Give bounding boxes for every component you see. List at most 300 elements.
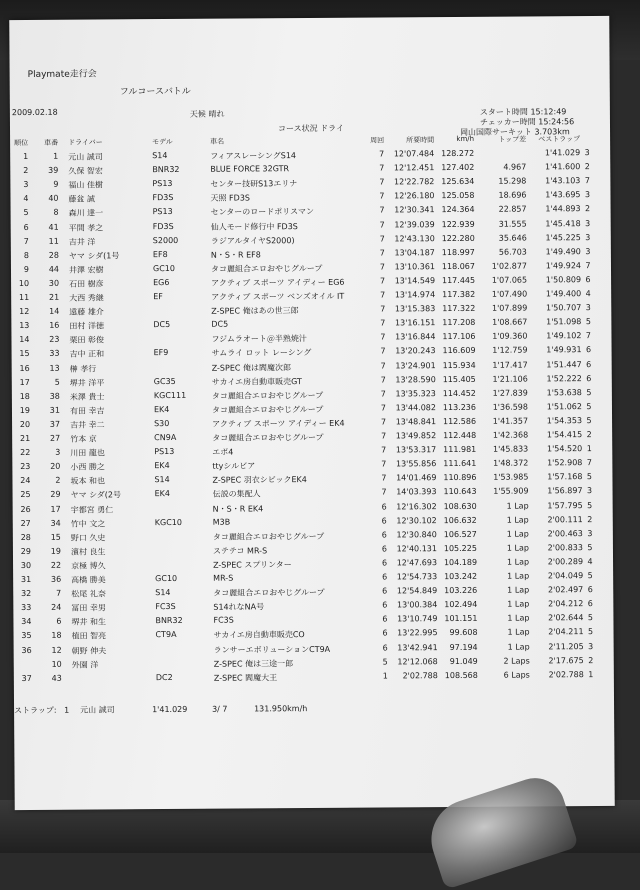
- row-pos: 28: [17, 533, 31, 542]
- row-driver: 宇都宮 勇仁: [71, 504, 114, 515]
- row-best-lap-no: 3: [583, 219, 593, 228]
- row-laps: 7: [371, 206, 385, 215]
- row-num: 31: [40, 406, 60, 415]
- row-best-lap-no: 5: [584, 402, 594, 411]
- row-kmh: 101.151: [441, 614, 477, 623]
- row-model: PS13: [154, 447, 174, 456]
- row-pos: 6: [15, 222, 29, 231]
- row-kmh: 110.643: [441, 487, 477, 496]
- row-gap: 1'08.667: [477, 318, 527, 327]
- row-driver: 元山 誠司: [68, 151, 103, 162]
- row-pos: 21: [16, 434, 30, 443]
- row-car: タコ麗組合エロおやじグループ: [212, 390, 323, 402]
- footer-pos: 1: [64, 706, 69, 716]
- circuit-name: 岡山国際サーキット 3.703km: [460, 127, 570, 138]
- row-best: 1'49.490: [529, 247, 581, 256]
- row-time: 13'48.841: [390, 417, 436, 426]
- row-car: Z-SPEC 俺は閻魔次郎: [212, 362, 291, 374]
- row-best: 1'56.897: [531, 487, 583, 496]
- row-model: EF8: [153, 250, 168, 259]
- row-car: 天照 FD3S: [210, 193, 250, 204]
- row-num: 37: [40, 420, 60, 429]
- row-best-lap-no: 3: [582, 148, 592, 157]
- row-laps: 7: [372, 431, 386, 440]
- row-driver: 冨田 幸男: [71, 603, 106, 614]
- row-kmh: 108.568: [442, 671, 478, 680]
- row-laps: 1: [374, 671, 388, 680]
- row-gap: 56.703: [477, 247, 527, 256]
- row-kmh: 106.632: [441, 515, 477, 524]
- row-gap: 1 Lap: [479, 501, 529, 510]
- row-num: 14: [39, 307, 59, 316]
- row-kmh: 117.106: [439, 332, 475, 341]
- row-time: 13'04.187: [389, 248, 435, 257]
- row-driver: 米澤 貴士: [70, 391, 105, 402]
- row-gap: 1'21.106: [478, 374, 528, 383]
- row-best-lap-no: 5: [584, 388, 594, 397]
- row-driver: 吉中 正和: [70, 349, 105, 360]
- row-driver: 植田 智亮: [72, 631, 107, 642]
- row-model: BNR32: [152, 165, 179, 174]
- row-num: 27: [40, 434, 60, 443]
- row-time: 13'00.384: [391, 600, 437, 609]
- row-num: 15: [41, 532, 61, 541]
- row-pos: 4: [14, 194, 28, 203]
- row-laps: 6: [373, 544, 387, 553]
- row-driver: 川田 龍也: [70, 448, 105, 459]
- row-car: Z-SPEC 羽衣シビックEK4: [212, 474, 306, 486]
- row-pos: 34: [17, 617, 31, 626]
- row-pos: 24: [16, 476, 30, 485]
- row-car: サカイエ房自動車販売CO: [214, 629, 305, 641]
- row-pos: 17: [16, 378, 30, 387]
- row-driver: 野口 久史: [71, 532, 106, 543]
- row-laps: 6: [373, 558, 387, 567]
- row-laps: 7: [370, 192, 384, 201]
- row-num: 43: [42, 673, 62, 682]
- row-model: DC5: [153, 320, 170, 329]
- row-kmh: 108.630: [441, 501, 477, 510]
- row-kmh: 116.609: [440, 346, 476, 355]
- row-best-lap-no: 2: [584, 430, 594, 439]
- row-car: タコ麗組合エロおやじグループ: [213, 531, 324, 543]
- row-gap: 1 Lap: [480, 628, 530, 637]
- row-time: 13'16.844: [389, 332, 435, 341]
- row-kmh: 128.272: [438, 149, 474, 158]
- row-best: 2'11.205: [532, 642, 584, 651]
- row-driver: 朝野 伸夫: [72, 645, 107, 656]
- row-num: 23: [39, 335, 59, 344]
- row-time: 12'39.039: [389, 220, 435, 229]
- row-laps: 6: [373, 530, 387, 539]
- row-best: 2'02.788: [532, 670, 584, 679]
- row-pos: 23: [16, 462, 30, 471]
- row-kmh: 114.452: [440, 389, 476, 398]
- row-time: 13'49.852: [390, 431, 436, 440]
- row-kmh: 111.641: [440, 459, 476, 468]
- row-driver: ヤマ シダ(1号: [69, 250, 120, 261]
- row-best: 1'51.447: [530, 360, 582, 369]
- row-num: 9: [38, 180, 58, 189]
- row-kmh: 112.586: [440, 417, 476, 426]
- row-model: FC3S: [155, 602, 175, 611]
- row-gap: 4.967: [476, 163, 526, 172]
- row-kmh: 127.402: [438, 163, 474, 172]
- row-best-lap-no: 6: [585, 599, 595, 608]
- row-best: 1'50.809: [529, 275, 581, 284]
- row-laps: 7: [372, 417, 386, 426]
- row-model: GC10: [153, 264, 175, 273]
- row-best-lap-no: 6: [584, 374, 594, 383]
- row-time: 12'26.180: [388, 191, 434, 200]
- row-model: KGC111: [154, 391, 186, 400]
- row-car: アクティブ スポーツ アイディー EK4: [212, 418, 345, 430]
- row-kmh: 125.058: [438, 191, 474, 200]
- col-driver: ドライバー: [68, 137, 103, 147]
- row-pos: 27: [17, 519, 31, 528]
- row-gap: 1'09.360: [477, 332, 527, 341]
- row-best: 1'51.098: [529, 317, 581, 326]
- row-laps: 6: [373, 572, 387, 581]
- row-time: 12'12.068: [392, 657, 438, 666]
- row-time: 12'22.782: [388, 177, 434, 186]
- row-kmh: 106.527: [441, 530, 477, 539]
- row-best-lap-no: 3: [585, 529, 595, 538]
- row-pos: 2: [14, 166, 28, 175]
- col-model: モデル: [152, 137, 173, 147]
- row-best-lap-no: 7: [584, 458, 594, 467]
- row-car: アクティブ スポーツ ベンズオイル IT: [211, 291, 344, 303]
- row-driver: 濱村 良生: [71, 546, 106, 557]
- col-laps: 周回: [370, 135, 384, 145]
- row-best-lap-no: 7: [582, 176, 592, 185]
- row-pos: 18: [16, 392, 30, 401]
- row-laps: 7: [371, 234, 385, 243]
- row-laps: 6: [373, 615, 387, 624]
- row-model: GC35: [154, 377, 176, 386]
- row-time: 12'12.451: [388, 163, 434, 172]
- row-best: 2'17.675: [532, 656, 584, 665]
- row-gap: 1 Lap: [479, 543, 529, 552]
- row-time: 12'30.102: [391, 516, 437, 525]
- row-time: 13'14.974: [389, 290, 435, 299]
- row-model: EF9: [154, 348, 169, 357]
- results-sheet: [9, 16, 615, 810]
- row-driver: 藤盆 誠: [68, 194, 95, 205]
- row-best-lap-no: 5: [584, 416, 594, 425]
- row-best: 2'04.211: [532, 628, 584, 637]
- row-kmh: 115.405: [440, 374, 476, 383]
- row-driver: 石田 樹彦: [69, 278, 104, 289]
- row-gap: 1 Lap: [479, 614, 529, 623]
- row-pos: 26: [17, 504, 31, 513]
- row-driver: ヤマ シダ(2号: [71, 490, 122, 501]
- col-num: 車番: [38, 138, 58, 148]
- start-time: スタート時間 15:12:49: [480, 107, 567, 118]
- row-kmh: 110.896: [440, 473, 476, 482]
- row-time: 13'20.243: [390, 347, 436, 356]
- row-best: 1'45.418: [529, 219, 581, 228]
- row-pos: 33: [17, 603, 31, 612]
- row-driver: 高橋 勝美: [71, 574, 106, 585]
- col-pos: 順位: [14, 138, 28, 148]
- row-num: 40: [38, 194, 58, 203]
- row-laps: 7: [372, 375, 386, 384]
- row-gap: 31.555: [477, 219, 527, 228]
- row-kmh: 117.445: [439, 276, 475, 285]
- row-time: 13'15.383: [389, 304, 435, 313]
- row-best: 1'49.400: [529, 289, 581, 298]
- row-best: 1'43.103: [528, 176, 580, 185]
- event-date: 2009.02.18: [12, 108, 58, 118]
- row-num: 44: [39, 265, 59, 274]
- row-best-lap-no: 3: [585, 486, 595, 495]
- row-driver: 有田 幸吉: [70, 405, 105, 416]
- row-pos: 1: [14, 152, 28, 161]
- row-best-lap-no: 6: [585, 585, 595, 594]
- row-gap: 1 Lap: [479, 529, 529, 538]
- row-time: 13'10.361: [389, 262, 435, 271]
- row-car: MR-S: [213, 574, 233, 583]
- row-pos: 16: [16, 363, 30, 372]
- row-num: 24: [41, 603, 61, 612]
- row-time: 13'16.151: [389, 318, 435, 327]
- row-kmh: 105.225: [441, 544, 477, 553]
- row-best: 1'49.102: [529, 331, 581, 340]
- row-car: N・S・R EK4: [213, 503, 264, 514]
- row-best-lap-no: 2: [585, 515, 595, 524]
- row-pos: 12: [15, 307, 29, 316]
- row-car: 仙人モード修行中 FD3S: [211, 221, 298, 233]
- row-model: CT9A: [156, 630, 177, 639]
- row-best: 1'52.222: [530, 374, 582, 383]
- row-best-lap-no: 5: [586, 627, 596, 636]
- row-best-lap-no: 5: [585, 543, 595, 552]
- row-pos: 35: [18, 631, 32, 640]
- row-gap: 1'53.985: [478, 473, 528, 482]
- row-num: 28: [39, 250, 59, 259]
- row-best-lap-no: 5: [583, 317, 593, 326]
- row-car: ステテコ MR-S: [213, 545, 267, 556]
- row-laps: 7: [372, 446, 386, 455]
- row-pos: 7: [15, 237, 29, 246]
- row-car: タコ麗組合エロおやじグループ: [212, 432, 323, 444]
- row-kmh: 117.382: [439, 290, 475, 299]
- row-model: S2000: [153, 236, 178, 245]
- row-laps: 6: [373, 516, 387, 525]
- organizer-title: Playmate走行会: [28, 69, 97, 79]
- row-laps: 7: [372, 389, 386, 398]
- footer-label: ストラップ:: [14, 706, 57, 716]
- row-gap: 1'02.877: [477, 261, 527, 270]
- row-best: 1'51.062: [530, 402, 582, 411]
- row-driver: 外園 洋: [72, 659, 99, 670]
- row-best-lap-no: 1: [584, 444, 594, 453]
- row-driver: 竹本 京: [70, 434, 97, 445]
- row-best-lap-no: 6: [583, 275, 593, 284]
- row-time: 13'55.856: [390, 459, 436, 468]
- row-best: 1'41.029: [528, 148, 580, 157]
- row-time: 12'47.693: [391, 558, 437, 567]
- row-pos: 3: [14, 180, 28, 189]
- row-time: 13'42.941: [392, 643, 438, 652]
- col-gap: トップ差: [476, 134, 526, 144]
- row-gap: 1'12.759: [478, 346, 528, 355]
- row-driver: 森川 達一: [69, 208, 104, 219]
- row-time: 12'40.131: [391, 544, 437, 553]
- col-best: ベストラップ: [528, 134, 580, 144]
- row-car: Z-SPEC スプリンター: [213, 559, 292, 571]
- course-condition: コース状況 ドライ: [278, 124, 344, 134]
- row-car: ラジアルタイヤS2000): [211, 235, 295, 247]
- row-car: ランサーエボリューションCT9A: [214, 643, 331, 655]
- row-kmh: 97.194: [442, 642, 478, 651]
- row-car: FC3S: [213, 616, 233, 625]
- row-laps: 7: [372, 460, 386, 469]
- row-best-lap-no: 3: [586, 642, 596, 651]
- row-kmh: 103.242: [441, 572, 477, 581]
- row-car: タコ麗組合エロおやじグループ: [213, 587, 324, 599]
- row-num: 2: [40, 476, 60, 485]
- row-best-lap-no: 1: [586, 670, 596, 679]
- row-model: EK4: [155, 489, 170, 498]
- row-best: 1'41.600: [528, 162, 580, 171]
- row-gap: 1 Lap: [480, 642, 530, 651]
- event-title: フルコースバトル: [120, 87, 191, 97]
- row-best: 1'50.707: [529, 303, 581, 312]
- row-laps: 7: [371, 220, 385, 229]
- row-time: 13'14.549: [389, 276, 435, 285]
- table-row: [14, 670, 594, 688]
- row-pos: 5: [15, 208, 29, 217]
- row-time: 13'35.323: [390, 389, 436, 398]
- row-num: 16: [39, 321, 59, 330]
- row-best-lap-no: 3: [583, 303, 593, 312]
- row-model: CN9A: [154, 433, 176, 442]
- row-pos: 14: [15, 335, 29, 344]
- row-time: 14'01.469: [390, 473, 436, 482]
- weather-label: 天候 晴れ: [190, 110, 225, 120]
- row-car: センター技研S13エリナ: [210, 178, 297, 190]
- row-gap: 1'27.839: [478, 388, 528, 397]
- row-time: 12'54.849: [391, 586, 437, 595]
- row-gap: 1'36.598: [478, 402, 528, 411]
- row-model: EK4: [154, 405, 169, 414]
- row-kmh: 112.448: [440, 431, 476, 440]
- row-best: 2'04.049: [531, 571, 583, 580]
- row-best: 2'00.111: [531, 515, 583, 524]
- row-laps: 7: [370, 149, 384, 158]
- row-best: 2'00.289: [531, 557, 583, 566]
- row-best: 1'52.908: [530, 458, 582, 467]
- row-model: GC10: [155, 574, 177, 583]
- row-num: 22: [41, 561, 61, 570]
- row-kmh: 122.939: [439, 219, 475, 228]
- row-model: S14: [152, 151, 167, 160]
- row-time: 14'03.393: [391, 488, 437, 497]
- row-gap: 1'07.065: [477, 275, 527, 284]
- row-gap: 6 Laps: [480, 670, 530, 679]
- row-gap: 1 Lap: [479, 586, 529, 595]
- row-time: 13'10.749: [391, 614, 437, 623]
- row-pos: 31: [17, 575, 31, 584]
- row-best-lap-no: 5: [584, 472, 594, 481]
- row-gap: 1'45.833: [478, 445, 528, 454]
- row-best: 2'00.833: [531, 543, 583, 552]
- row-time: 2'02.788: [392, 671, 438, 680]
- row-car: 伝説の集配人: [213, 489, 261, 500]
- row-num: 30: [39, 279, 59, 288]
- row-best: 1'54.520: [530, 444, 582, 453]
- row-num: 20: [40, 462, 60, 471]
- row-gap: 18.696: [476, 191, 526, 200]
- row-kmh: 103.226: [441, 586, 477, 595]
- row-laps: 6: [374, 629, 388, 638]
- row-model: FD3S: [153, 221, 174, 230]
- row-gap: 2 Laps: [480, 656, 530, 665]
- row-kmh: 91.049: [442, 656, 478, 665]
- row-pos: 10: [15, 279, 29, 288]
- row-gap: 1'55.909: [479, 487, 529, 496]
- row-time: 12'16.302: [391, 502, 437, 511]
- row-laps: 6: [373, 601, 387, 610]
- row-pos: 25: [17, 490, 31, 499]
- row-best-lap-no: 3: [582, 190, 592, 199]
- row-laps: 6: [374, 643, 388, 652]
- row-car: Z-SPEC 俺は三途一郎: [214, 658, 293, 670]
- row-driver: 小西 勝之: [70, 462, 105, 473]
- row-car: Z-SPEC 閻魔大王: [214, 672, 277, 683]
- row-driver: 福山 佳樹: [68, 180, 103, 191]
- row-model: DC2: [156, 673, 173, 682]
- row-gap: 1'07.490: [477, 289, 527, 298]
- row-gap: 1 Lap: [479, 557, 529, 566]
- row-car: ttyシルビア: [212, 461, 255, 472]
- row-driver: 松尾 礼奈: [71, 589, 106, 600]
- row-model: EG6: [153, 278, 169, 287]
- row-laps: 6: [373, 502, 387, 511]
- row-pos: 8: [15, 251, 29, 260]
- row-car: フィアスレーシングS14: [210, 150, 296, 162]
- row-num: 21: [39, 293, 59, 302]
- row-laps: 7: [370, 164, 384, 173]
- row-best-lap-no: 2: [583, 204, 593, 213]
- row-best: 1'44.893: [529, 205, 581, 214]
- row-gap: 1'48.372: [478, 459, 528, 468]
- row-driver: 平間 孝之: [69, 222, 104, 233]
- row-pos: 36: [18, 645, 32, 654]
- row-best-lap-no: 3: [583, 233, 593, 242]
- row-model: S14: [154, 475, 169, 484]
- row-best: 1'54.353: [530, 416, 582, 425]
- row-gap: 1'42.368: [478, 430, 528, 439]
- row-num: 41: [39, 222, 59, 231]
- row-car: フジムラオート＠半熟焼汁: [211, 333, 306, 345]
- row-gap: 1'07.899: [477, 304, 527, 313]
- row-car: S14れなNA号: [213, 602, 264, 613]
- row-model: EK4: [154, 461, 169, 470]
- row-time: 13'24.901: [390, 361, 436, 370]
- row-best-lap-no: 7: [583, 261, 593, 270]
- row-num: 6: [41, 617, 61, 626]
- row-laps: 7: [372, 347, 386, 356]
- row-pos: 11: [15, 293, 29, 302]
- row-pos: 13: [15, 321, 29, 330]
- row-kmh: 118.067: [439, 262, 475, 271]
- row-laps: 6: [373, 587, 387, 596]
- row-driver: 田村 洋徳: [69, 321, 104, 332]
- row-laps: 7: [370, 178, 384, 187]
